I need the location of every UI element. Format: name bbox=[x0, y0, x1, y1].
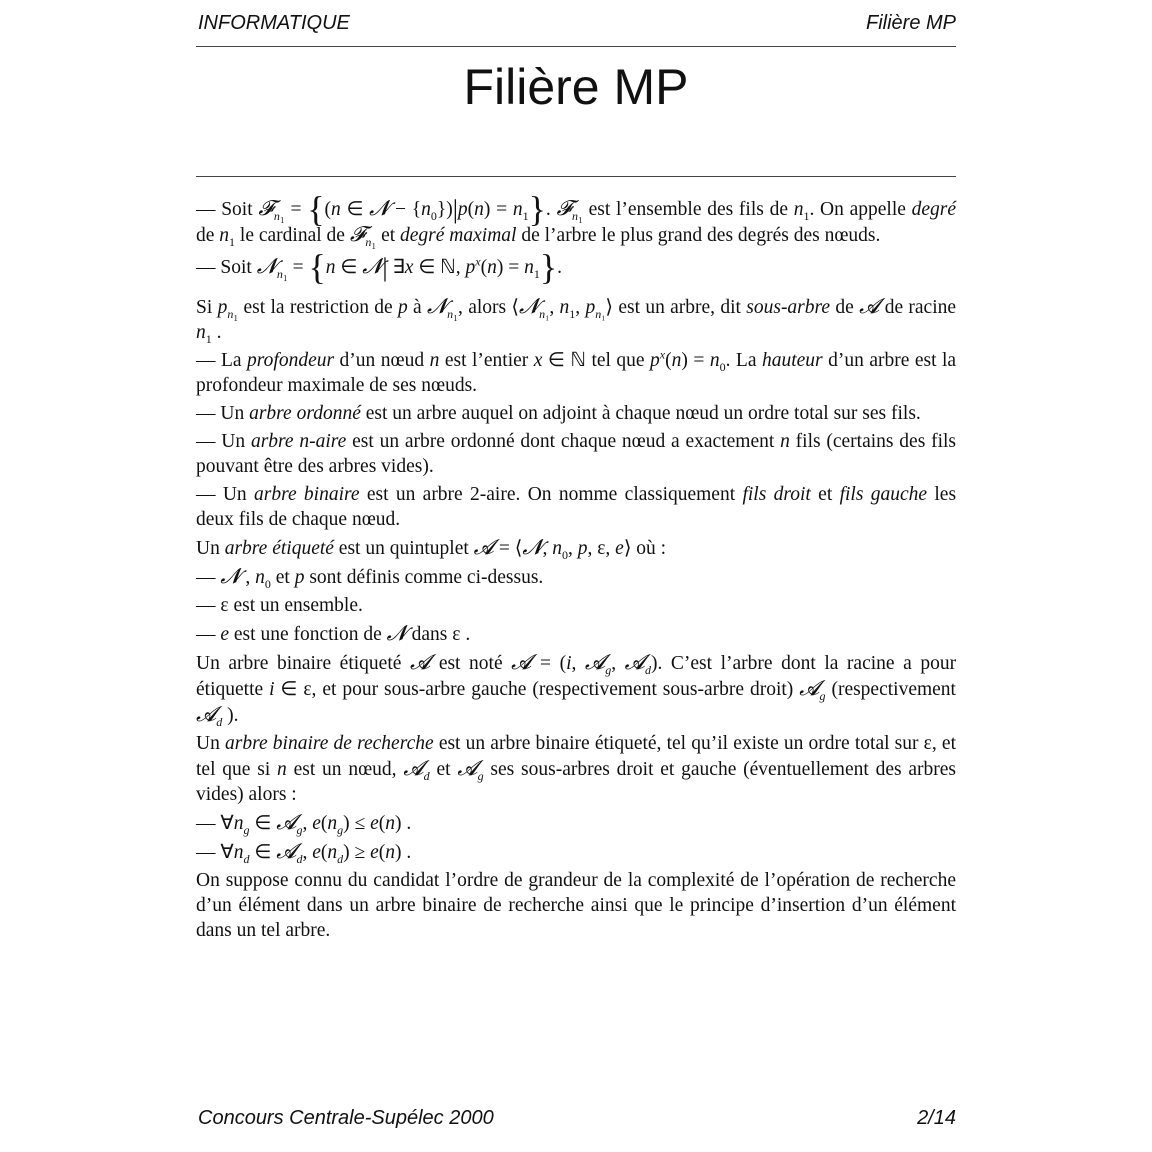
list-item-1: — 𝓝 , $n_0$ et p sont définis comme ci-dessus. bbox=[196, 564, 544, 591]
page-title: Filière MP bbox=[463, 59, 689, 115]
paragraph-descendants: — Soit 𝓝$_{n_1}$ = {n ∈ 𝓝| ∃x ∈ ℕ, $p^x(n) = n_1$}. bbox=[196, 247, 563, 287]
list-item-right-condition: — $\forall n_d$ ∈ 𝓐$_d$, $e(n_d) \ge e(n)$ . bbox=[196, 839, 412, 866]
paragraph-arbre-ordonne: — Un arbre ordonné est un arbre auquel on adjoint à chaque nœud un ordre total sur ses fils. bbox=[196, 403, 921, 424]
page bbox=[196, 0, 956, 1152]
paragraph-complexite: On suppose connu du candidat l’ordre de grandeur de la complexité de l’opération de recherche d’un élément dans un arbre binaire de recherche ainsi que le principe d’insertion d’un élément dans un tel arbre. bbox=[196, 870, 956, 941]
list-item-left-condition: — $\forall n_g$ ∈ 𝓐$_g$, $e(n_g) \le e(n)$ . bbox=[196, 810, 412, 837]
paragraph-binaire-etiquete: Un arbre binaire étiqueté 𝓐 est noté 𝓐 = (i, 𝓐$_g$, 𝓐$_d$). C’est l’arbre dont la racine a pour étiquette i ∈ ε, et pour sous-arbre gauche (respectivement sous-arbre droit) 𝓐$_g$ (respectivement 𝓐$_d$ ). bbox=[196, 650, 957, 729]
paragraph-arbre-binaire: — Un arbre binaire est un arbre 2-aire. On nomme classiquement fils droit et fils gauche les deux fils de chaque nœud. bbox=[196, 484, 957, 530]
running-header bbox=[196, 12, 956, 36]
paragraph-profondeur: — La profondeur d’un nœud n est l’entier x ∈ ℕ tel que $p^x(n) = n_0$. La hauteur d’un arbre est la profondeur maximale de ses nœuds. bbox=[196, 347, 957, 396]
paragraph-fils: — Soit 𝓕$_{n_1}$ = {(n ∈ 𝓝 − $\{n_0\})|p(n) = n_1$}. 𝓕$_{n_1}$ est l’ensemble des fils de $n_1$. On appelle degré de $n_1$ le cardinal de 𝓕$_{n_1}$ et degré maximal de l’arbre le plus grand des degrés des nœuds. bbox=[196, 189, 957, 250]
list-item-2: — ε est un ensemble. bbox=[196, 595, 363, 616]
paragraph-arbre-n-aire: — Un arbre n-aire est un arbre ordonné dont chaque nœud a exactement n fils (certains des fils pouvant être des arbres vides). bbox=[196, 431, 957, 477]
running-footer bbox=[196, 1107, 956, 1131]
header-rule bbox=[196, 46, 956, 47]
document-body bbox=[196, 189, 957, 946]
paragraph-sous-arbre: Si $p_{n_1}$ est la restriction de p à 𝓝$_{n_1}$, alors ⟨𝓝$_{n_1}$, $n_1$, $p_{n_1}⟩$ est un arbre, dit sous-arbre de 𝓐 de racine $n_1$ . bbox=[196, 294, 957, 346]
paragraph-arbre-etiquete: Un arbre étiqueté est un quintuplet 𝓐 = ⟨𝓝, $n_0$, p, ε, e⟩ où : bbox=[196, 535, 667, 562]
paragraph-arbre-recherche: Un arbre binaire de recherche est un arbre binaire étiqueté, tel qu’il existe un ordre total sur ε, et tel que si n est un nœud, 𝓐$_d$ et 𝓐$_g$ ses sous-arbres droit et gauche (éventuellement des arbres vides) alors : bbox=[196, 733, 956, 805]
list-item-3: — e est une fonction de 𝓝 dans ε . bbox=[196, 621, 471, 645]
header-track: Filière MP bbox=[865, 12, 956, 34]
footer-contest: Concours Centrale-Supélec 2000 bbox=[198, 1107, 494, 1129]
title-rule bbox=[196, 176, 956, 177]
header-subject: INFORMATIQUE bbox=[198, 12, 350, 34]
page-number: 2/14 bbox=[917, 1107, 956, 1129]
